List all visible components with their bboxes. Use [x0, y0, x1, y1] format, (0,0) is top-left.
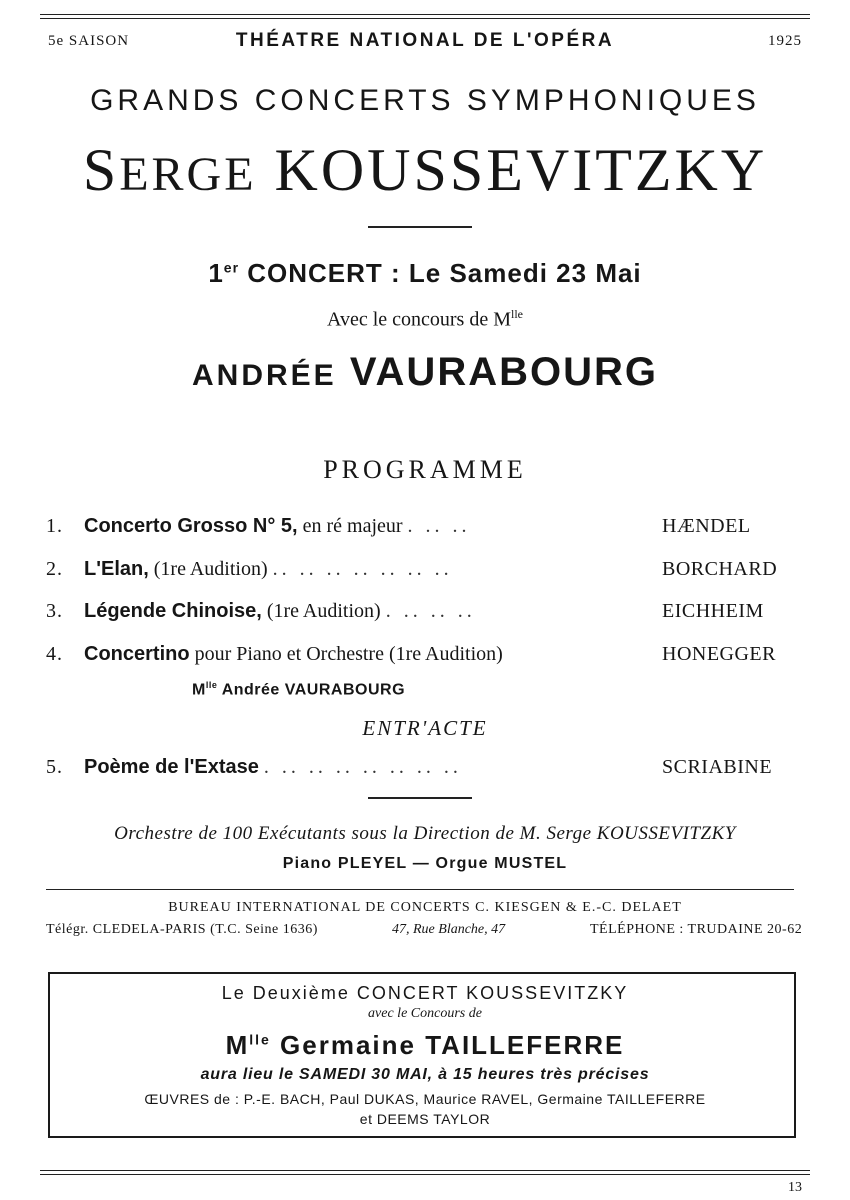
season-label: 5e SAISON	[48, 33, 130, 49]
announcement-soloist-name: Germaine TAILLEFERRE	[270, 1030, 625, 1060]
item-composer: EICHHEIM	[662, 600, 764, 622]
programme-item	[0, 600, 850, 632]
item-composer: SCRIABINE	[662, 756, 773, 778]
programme-item	[0, 515, 850, 547]
bottom-rule	[40, 1170, 810, 1171]
divider	[368, 797, 472, 799]
concert-date-text: CONCERT : Le Samedi 23 Mai	[239, 258, 642, 288]
performer-suffix: lle	[205, 680, 218, 690]
announcement-works: ŒUVRES de : P.-E. BACH, Paul DUKAS, Maurice RAVEL, Germaine TAILLEFERRE	[144, 1091, 706, 1107]
programme-item	[0, 558, 850, 590]
item-body	[84, 600, 476, 623]
top-rule	[40, 14, 810, 15]
address-line: 47, Rue Blanche, 47	[392, 922, 506, 937]
conductor-first-initial: S	[82, 137, 120, 203]
conductor-name	[0, 136, 850, 205]
soloist-last: VAURABOURG	[349, 350, 658, 394]
item-detail: (1re Audition)	[148, 558, 268, 580]
announcement-avec: avec le Concours de	[368, 1006, 482, 1021]
programme-heading: PROGRAMME	[323, 455, 527, 484]
item-dots: . .. ..	[407, 515, 471, 537]
announcement-soloist-prefix: M	[225, 1030, 250, 1060]
announcement-soloist-suffix: lle	[249, 1031, 271, 1048]
announcement-soloist	[0, 1030, 850, 1061]
theatre-name: THÉATRE NATIONAL DE L'OPÉRA	[235, 30, 615, 51]
bureau-line: BUREAU INTERNATIONAL DE CONCERTS C. KIESGEN & E.-C. DELAET	[168, 900, 682, 915]
conductor-first-rest: ERGE	[119, 148, 257, 201]
item-number: 2.	[46, 558, 63, 580]
concert-number: 1	[208, 258, 224, 288]
item-body	[84, 515, 471, 538]
item-title: Concertino	[84, 643, 190, 665]
item-number: 4.	[46, 643, 63, 665]
item-body	[84, 643, 503, 666]
item-body	[84, 756, 462, 779]
concert-date	[0, 258, 850, 289]
top-rule-inner	[40, 18, 810, 19]
item-dots: . .. .. ..	[385, 600, 476, 622]
entracte: ENTR'ACTE	[362, 716, 488, 740]
announcement-date: aura lieu le SAMEDI 30 MAI, à 15 heures très précises	[200, 1066, 650, 1083]
programme-item	[0, 756, 850, 788]
bottom-rule-inner	[40, 1174, 810, 1175]
item-dots: .. .. .. .. .. .. ..	[272, 558, 453, 580]
item-number: 5.	[46, 756, 63, 778]
item-detail: en ré majeur	[297, 515, 403, 537]
item-composer: HONEGGER	[662, 643, 776, 665]
item-composer: HÆNDEL	[662, 515, 751, 537]
item-title: Poème de l'Extase	[84, 756, 259, 778]
divider	[368, 226, 472, 228]
orchestre-line: Orchestre de 100 Exécutants sous la Direction de M. Serge KOUSSEVITZKY	[114, 823, 736, 844]
avec-line	[0, 307, 850, 332]
item-body	[84, 558, 453, 581]
telegr-line: Télégr. CLEDELA-PARIS (T.C. Seine 1636)	[46, 922, 318, 937]
programme-item	[0, 643, 850, 675]
item-detail: pour Piano et Orchestre (1re Audition)	[189, 643, 503, 665]
item-title: Légende Chinoise,	[84, 600, 262, 622]
item-composer: BORCHARD	[662, 558, 778, 580]
announcement-title: Le Deuxième CONCERT KOUSSEVITZKY	[221, 983, 629, 1003]
avec-text: Avec le concours de M	[326, 308, 511, 331]
item-detail: (1re Audition)	[261, 600, 381, 622]
soloist-name	[0, 350, 850, 395]
item-title: Concerto Grosso N° 5,	[84, 515, 298, 537]
soloist-first: ANDRÉE	[192, 359, 337, 392]
instruments-line: Piano PLEYEL — Orgue MUSTEL	[282, 855, 568, 872]
avec-suffix: lle	[511, 307, 523, 321]
item-number: 1.	[46, 515, 63, 537]
announcement-works-cont: et DEEMS TAYLOR	[359, 1111, 491, 1127]
telephone-line: TÉLÉPHONE : TRUDAINE 20-62	[590, 922, 803, 937]
item-title: L'Elan,	[84, 558, 149, 580]
performer-name: Andrée VAURABOURG	[217, 681, 406, 699]
page-number: 13	[788, 1180, 802, 1195]
series-title: GRANDS CONCERTS SYMPHONIQUES	[90, 84, 760, 117]
item-dots: . .. .. .. .. .. .. ..	[263, 756, 462, 778]
item-number: 3.	[46, 600, 63, 622]
bureau-rule	[46, 889, 794, 890]
item-performer	[192, 680, 405, 699]
year-label: 1925	[768, 33, 802, 49]
concert-number-suffix: er	[223, 259, 240, 276]
conductor-last: KOUSSEVITZKY	[274, 137, 768, 203]
performer-prefix: M	[192, 681, 206, 699]
